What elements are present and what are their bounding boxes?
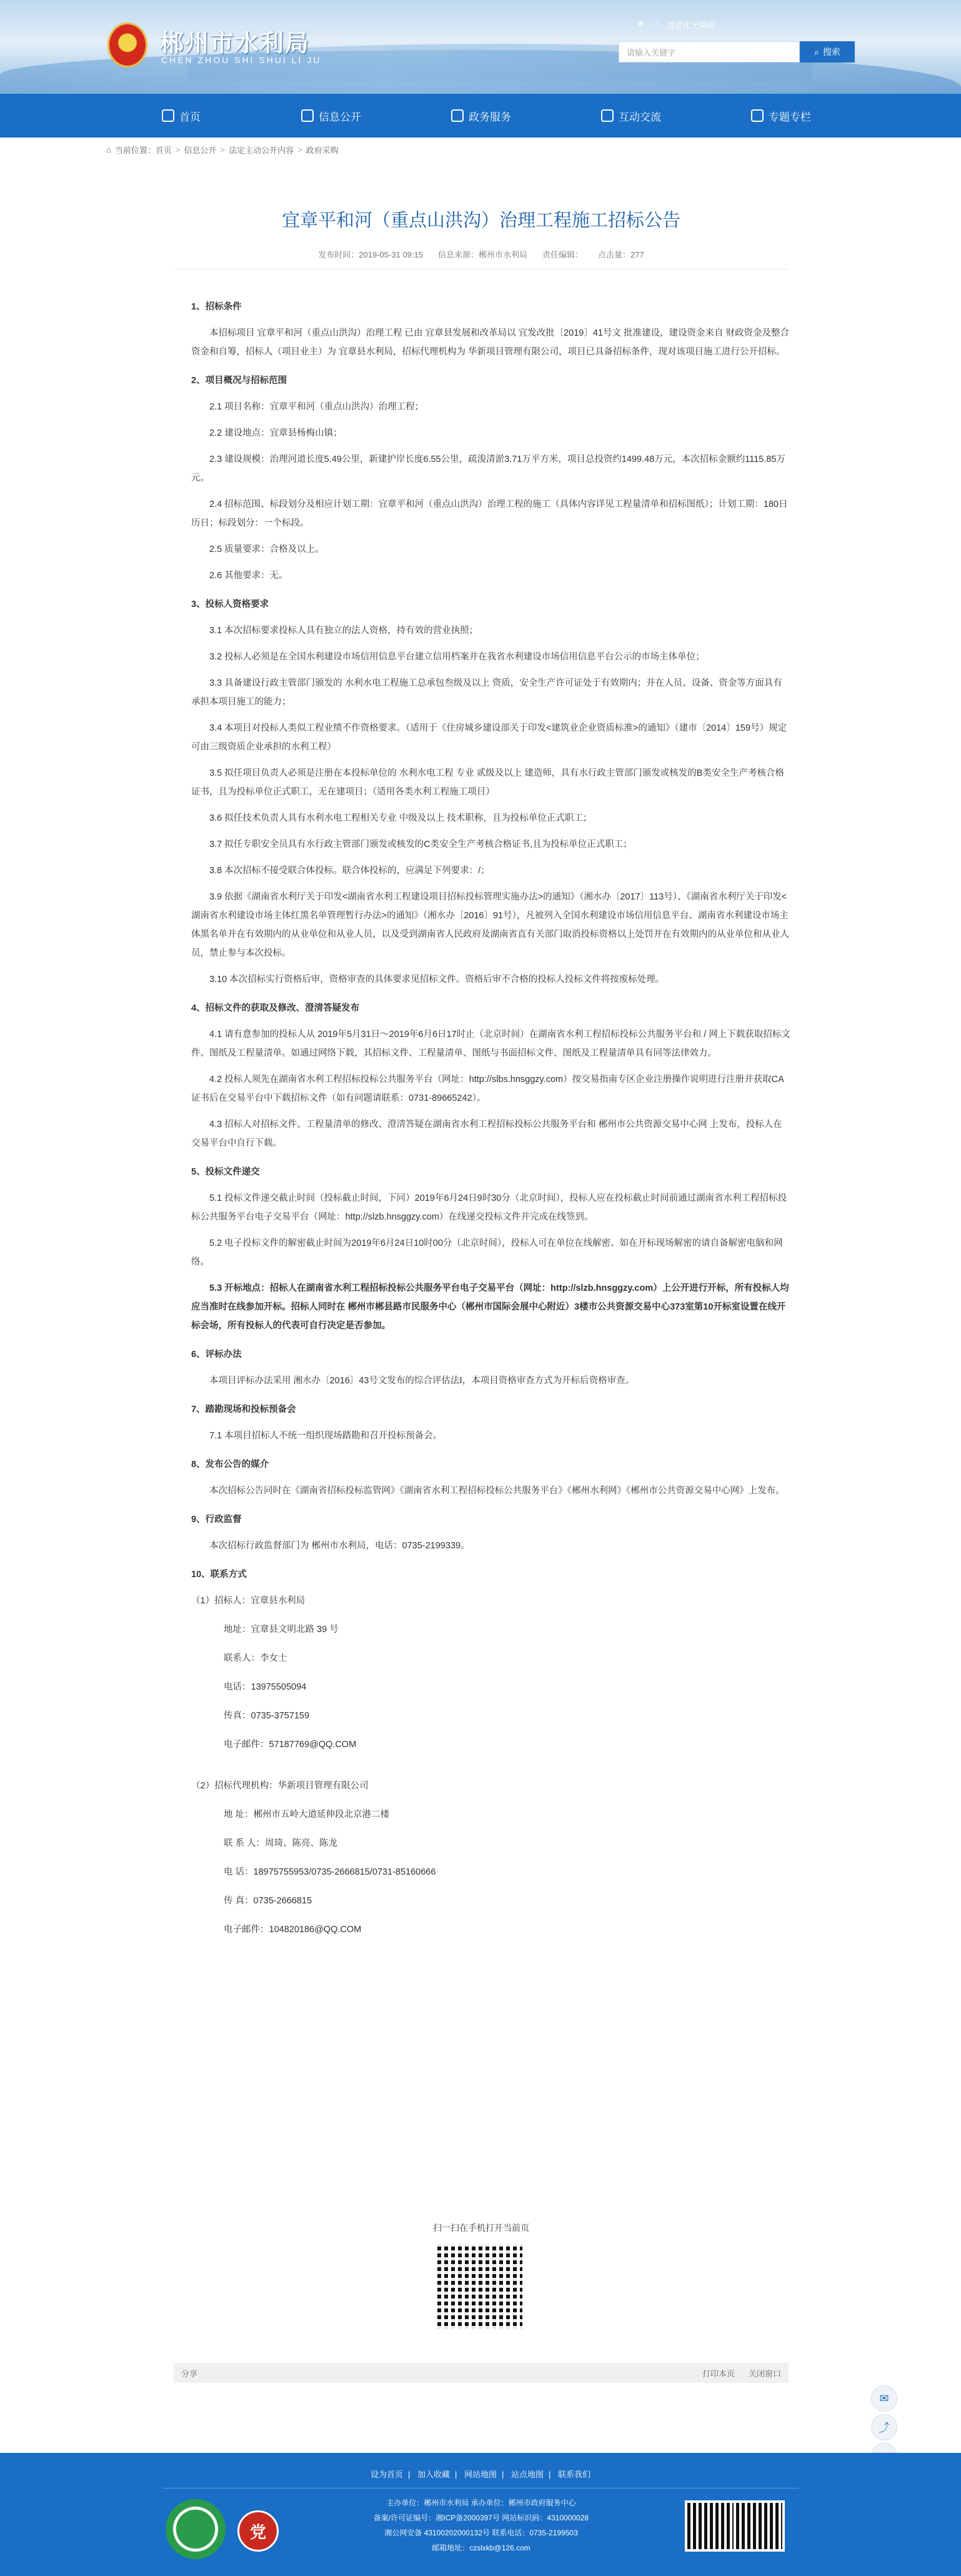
print-button[interactable]: 打印本页 — [702, 2368, 735, 2378]
paragraph: 2.2 建设地点：宜章县杨梅山镇； — [209, 428, 342, 438]
section-heading: 2、项目概况与招标范围 — [191, 376, 287, 386]
site-title[interactable]: 郴州市水利局 — [160, 31, 311, 57]
page-title: 宜章平和河（重点山洪沟）治理工程施工招标公告 — [281, 211, 680, 231]
top-link-1[interactable]: ⊕ — [637, 19, 644, 28]
info-source: 信息来源：郴州市水利局 — [437, 250, 527, 259]
nav-item-interaction[interactable] — [556, 94, 706, 138]
contact-line: 电 话：18975755953/0735-2666815/0731-85160666 — [224, 1867, 436, 1877]
contact-line: 传 真：0735-2666815 — [224, 1896, 312, 1906]
footer-link[interactable]: 站点地图 — [511, 2470, 544, 2479]
qr-code-overlay — [437, 2244, 522, 2329]
info-icon — [301, 109, 314, 122]
breadcrumb-separator: > — [175, 144, 181, 154]
contact-line: 电子邮件：57187769@QQ.COM — [224, 1740, 357, 1750]
paragraph: 3.6 拟任技术负责人具有水利水电工程相关专业 中级及以上 技术职称，且为投标单位正式职工； — [209, 813, 592, 823]
nav-item-service[interactable] — [406, 94, 556, 138]
paragraph: 3.5 拟任项目负责人必须是注册在本投标单位的 水利水电工程 专业 贰级及以上 建造师，具有水行政主管部门颁发或核发的B类安全生产考核合格证书，且为投标单位正式职工，无在建项目；（适用各类水利工程施工项目） — [191, 768, 784, 797]
paragraph: 3.3 具备建设行政主管部门颁发的 水利水电工程施工总承包叁级及以上 资质，安全生产许可证处于有效期内；并在人员、设备、资金等方面具有承担本项目施工的能力； — [191, 678, 782, 707]
contact-line: 联系人：李女士 — [224, 1653, 287, 1663]
section-heading: 9、行政监督 — [191, 1515, 242, 1525]
party-badge-icon[interactable]: 党 — [237, 2510, 279, 2552]
site-footer — [0, 2453, 961, 2576]
site-header — [0, 0, 961, 94]
article-content — [191, 288, 791, 1949]
home-icon — [162, 109, 174, 122]
breadcrumb — [106, 141, 856, 158]
footer-info-line: 主办单位：郴州市水利局 承办单位：郴州市政府服务中心 — [386, 2498, 576, 2507]
paragraph: 2.1 项目名称：宜章平和河（重点山洪沟）治理工程； — [209, 402, 424, 412]
article-meta — [175, 248, 787, 260]
nav-label: 政务服务 — [469, 111, 511, 123]
contact-line: 传真：0735-3757159 — [224, 1711, 310, 1721]
footer-link[interactable]: 网站地图 — [464, 2470, 497, 2479]
footer-info-line: 湘公网安备 43100202000132号 联系电话：0735-2199503 — [384, 2528, 578, 2537]
contact-agency — [191, 1777, 791, 1939]
footer-info — [337, 2495, 625, 2555]
contact-line: （1）招标人：宜章县水利局 — [191, 1596, 306, 1606]
section-heading: 8、发布公告的媒介 — [191, 1460, 269, 1470]
search-button[interactable] — [800, 41, 855, 63]
chat-icon — [601, 109, 614, 122]
footer-qr-code-icon — [685, 2500, 736, 2552]
breadcrumb-separator: > — [220, 144, 226, 154]
national-emblem-icon — [107, 23, 147, 68]
editor: 责任编辑： — [542, 250, 583, 259]
article-header — [175, 206, 787, 269]
contact-line: 电子邮件：104820186@QQ.COM — [224, 1925, 362, 1935]
share-float-icon[interactable]: ⤴ — [871, 2414, 897, 2440]
share-label[interactable]: 分享 — [181, 2368, 198, 2378]
wechat-float-icon[interactable]: ✉ — [871, 2385, 897, 2412]
search-icon: ⌕ — [814, 46, 819, 57]
paragraph: 3.8 本次招标不接受联合体投标。联合体投标的，应满足下列要求：/； — [209, 866, 490, 876]
nav-item-special[interactable] — [706, 94, 856, 138]
footer-links: 设为首页 | 加入收藏 | 网站地图 | 站点地图 | 联系我们 — [370, 2470, 591, 2479]
paragraph: 3.1 本次招标要求投标人具有独立的法人资格，持有效的营业执照； — [209, 626, 479, 636]
qr-caption: 扫一扫在手机打开当前页 — [433, 2223, 529, 2233]
nav-item-info[interactable] — [256, 94, 406, 138]
paragraph: 本项目评标办法采用 湘水办〔2016〕43号文发布的综合评估法Ⅰ，本项目资格审查方式为开标后资格审查。 — [209, 1376, 635, 1386]
contact-line: 地址：宜章县文明北路 39 号 — [224, 1625, 339, 1635]
section-heading: 4、招标文件的获取及修改、澄清答疑发布 — [191, 1003, 360, 1013]
top-link-2[interactable]: □ — [652, 19, 658, 28]
paragraph: 7.1 本项目招标人不统一组织现场踏勘和召开投标预备会。 — [209, 1431, 442, 1441]
section-heading: 1、招标条件 — [191, 302, 242, 312]
footer-link[interactable]: 设为首页 — [370, 2470, 403, 2479]
paragraph: 4.2 投标人须先在湖南省水利工程招标投标公共服务平台（网址：http://slbs.hnsggzy.com）按交易指南专区企业注册操作说明进行注册并获取CA证书后在交易平台中下载招标文件（如有问题请联系：0731-89665242）。 — [191, 1075, 784, 1103]
close-window-button[interactable]: 关闭窗口 — [748, 2368, 781, 2378]
paragraph: 3.10 本次招标实行资格后审，资格审查的具体要求见招标文件。资格后审不合格的投标人投标文件将按废标处理。 — [209, 975, 665, 985]
nav-label: 互动交流 — [619, 111, 661, 123]
search-input[interactable]: 请输入关键字 — [619, 41, 800, 63]
paragraph: 3.2 投标人必须是在全国水利建设市场信用信息平台建立信用档案并在我省水利建设市场信用信息平台公示的市场主体单位； — [209, 652, 705, 662]
paragraph: 2.3 建设规模：治理河道长度5.49公里，新建护岸长度6.55公里，疏浚清淤3.71万平方米，项目总投资约1499.48万元，本次招标金额约1115.85万元。 — [191, 454, 786, 483]
breadcrumb-item[interactable]: 当前位置：首页 — [114, 145, 172, 155]
footer-qr-code-icon — [734, 2500, 785, 2552]
section-heading: 10、联系方式 — [191, 1570, 247, 1580]
footer-link[interactable]: 联系我们 — [558, 2470, 591, 2479]
paragraph: 本次招标行政监督部门为 郴州市水利局，电话：0735-2199339。 — [209, 1541, 470, 1551]
layers-icon — [751, 109, 764, 122]
nav-label: 信息公开 — [319, 111, 361, 123]
paragraph: 3.7 拟任专职安全员具有水行政主管部门颁发或核发的C类安全生产考核合格证书,且为投标单位正式职工； — [209, 839, 632, 849]
breadcrumb-item[interactable]: 信息公开 — [184, 145, 217, 155]
breadcrumb-item[interactable]: 法定主动公开内容 — [229, 145, 294, 155]
gov-site-badge-icon[interactable] — [166, 2499, 226, 2559]
top-links — [637, 19, 715, 31]
breadcrumb-item[interactable]: 政府采购 — [306, 145, 339, 155]
paragraph: 4.1 请有意参加的投标人从 2019年5月31日～2019年6月6日17时止（北京时间）在湖南省水利工程招标投标公共服务平台和 / 网上下载获取招标文件、图纸及工程量清单。如通过网络下载，其招标文件、工程量清单、图纸与书面招标文件、图纸及工程量清单具有同等法律效力。 — [191, 1030, 790, 1058]
main-nav — [0, 94, 961, 138]
home-location-icon: ⌂ — [106, 144, 111, 154]
section-heading: 5、投标文件递交 — [191, 1167, 260, 1177]
paragraph: 5.2 电子投标文件的解密截止时间为2019年6月24日10时00分（北京时间），投标人可在单位在线解密。如在开标现场解密的请自备解密电脑和网络。 — [191, 1238, 783, 1267]
share-bar — [174, 2363, 789, 2383]
section-heading: 6、评标办法 — [191, 1350, 242, 1360]
contact-line: 电话：13975505094 — [224, 1682, 307, 1692]
paragraph: 3.4 本项目对投标人类似工程业绩不作资格要求。（适用于《住房城乡建设部关于印发<建筑业企业资质标准>的通知》（建市〔2014〕159号）规定可由三级资质企业承担的水利工程） — [191, 723, 787, 752]
contact-line: 地 址：郴州市五岭大道延伸段北京港二楼 — [224, 1810, 390, 1820]
nav-label: 专题专栏 — [769, 111, 811, 123]
footer-info-line: 备案/许可证编号：湘ICP备2000397号 网站标识码：4310000028 — [373, 2513, 589, 2522]
page-tools — [702, 2367, 781, 2379]
view-count: 点击量：277 — [597, 250, 644, 259]
publish-time: 发布时间：2019-05-31 09:15 — [318, 250, 423, 259]
paragraph: 本招标项目 宜章平和河（重点山洪沟）治理工程 已由 宜章县发展和改革局以 宜发改批〔2019〕41号文 批准建设，建设资金来自 财政资金及整合资金和自筹，招标人（项目业主）为 宜章县水利局，招标代理机构为 华新项目管理有限公司，项目已具备招标条件，现对该项目施工进行公开招标。 — [191, 328, 790, 357]
section-heading: 7、踏勘现场和投标预备会 — [191, 1405, 296, 1415]
contact-line: 联 系 人：周琦、陈亮、陈龙 — [224, 1838, 338, 1848]
service-icon — [451, 109, 464, 122]
search-button-label: 搜索 — [822, 47, 840, 57]
contact-line: （2）招标代理机构：华新项目管理有限公司 — [191, 1781, 369, 1791]
footer-link[interactable]: 加入收藏 — [417, 2470, 450, 2479]
breadcrumb-separator: > — [297, 144, 302, 154]
contact-tenderer — [191, 1591, 791, 1754]
paragraph: 2.4 招标范围、标段划分及相应计划工期：宜章平和河（重点山洪沟）治理工程的施工（具体内容详见工程量清单和招标图纸）；计划工期：180日历日；标段划分：一个标段。 — [191, 499, 788, 528]
nav-label: 首页 — [179, 111, 201, 123]
nav-item-home[interactable] — [106, 94, 256, 138]
paragraph: 5.1 投标文件递交截止时间（投标截止时间，下同）2019年6月24日9时30分（北京时间），投标人应在投标截止时间前通过湖南省水利工程招标投标公共服务平台电子交易平台（网址：http://slzb.hnsggzy.com）在线递交投标文件并完成在线签到。 — [191, 1193, 787, 1222]
paragraph: 4.3 招标人对招标文件、工程量清单的修改、澄清答疑在湖南省水利工程招标投标公共服务平台和 郴州市公共资源交易中心网 上发布，投标人在交易平台中自行下载。 — [191, 1120, 782, 1148]
paragraph: 2.6 其他要求：无。 — [209, 571, 288, 581]
paragraph: 5.3 开标地点：招标人在湖南省水利工程招标投标公共服务平台电子交易平台（网址：http://slzb.hnsggzy.com）上公开进行开标，所有投标人均应当准时在线参加开标。招标人同时在 郴州市郴县路市民服务中心（郴州市国际会展中心附近）3楼市公共资源交易中心373室第10开标室设置在线开标会场，所有投标人的代表可自行决定是否参加。 — [191, 1283, 789, 1331]
accessibility-link[interactable]: 适老化无障碍 — [666, 21, 715, 30]
section-heading: 3、投标人资格要求 — [191, 599, 269, 609]
paragraph: 3.9 依据《湖南省水利厅关于印发<湖南省水利工程建设项目招标投标管理实施办法>的通知》（湘水办〔2017〕113号）、《湖南省水利厅关于印发<湖南省水利建设市场主体红黑名单管理暂行办法>的通知》（湘水办〔2016〕91号），凡被列入全国水利建设市场信用信息平台、湖南省水利建设市场主体黑名单并在有效期内的从业单位和从业人员，以及受到湖南省人民政府及湖南省直有关部门取消投标资格以上处罚并在有效期内的从业单位和从业人员，禁止参与本次投标。 — [191, 892, 789, 958]
paragraph: 2.5 质量要求：合格及以上。 — [209, 544, 324, 554]
site-subtitle: CHEN ZHOU SHI SHUI LI JU — [161, 55, 322, 65]
footer-info-line: 邮箱地址：czslxkb@126.com — [432, 2543, 530, 2552]
paragraph: 本次招标公告同时在《湖南省招标投标监管网》《湖南省水利工程招标投标公共服务平台》《郴州水利网》《郴州市公共资源交易中心网》上发布。 — [209, 1486, 785, 1496]
